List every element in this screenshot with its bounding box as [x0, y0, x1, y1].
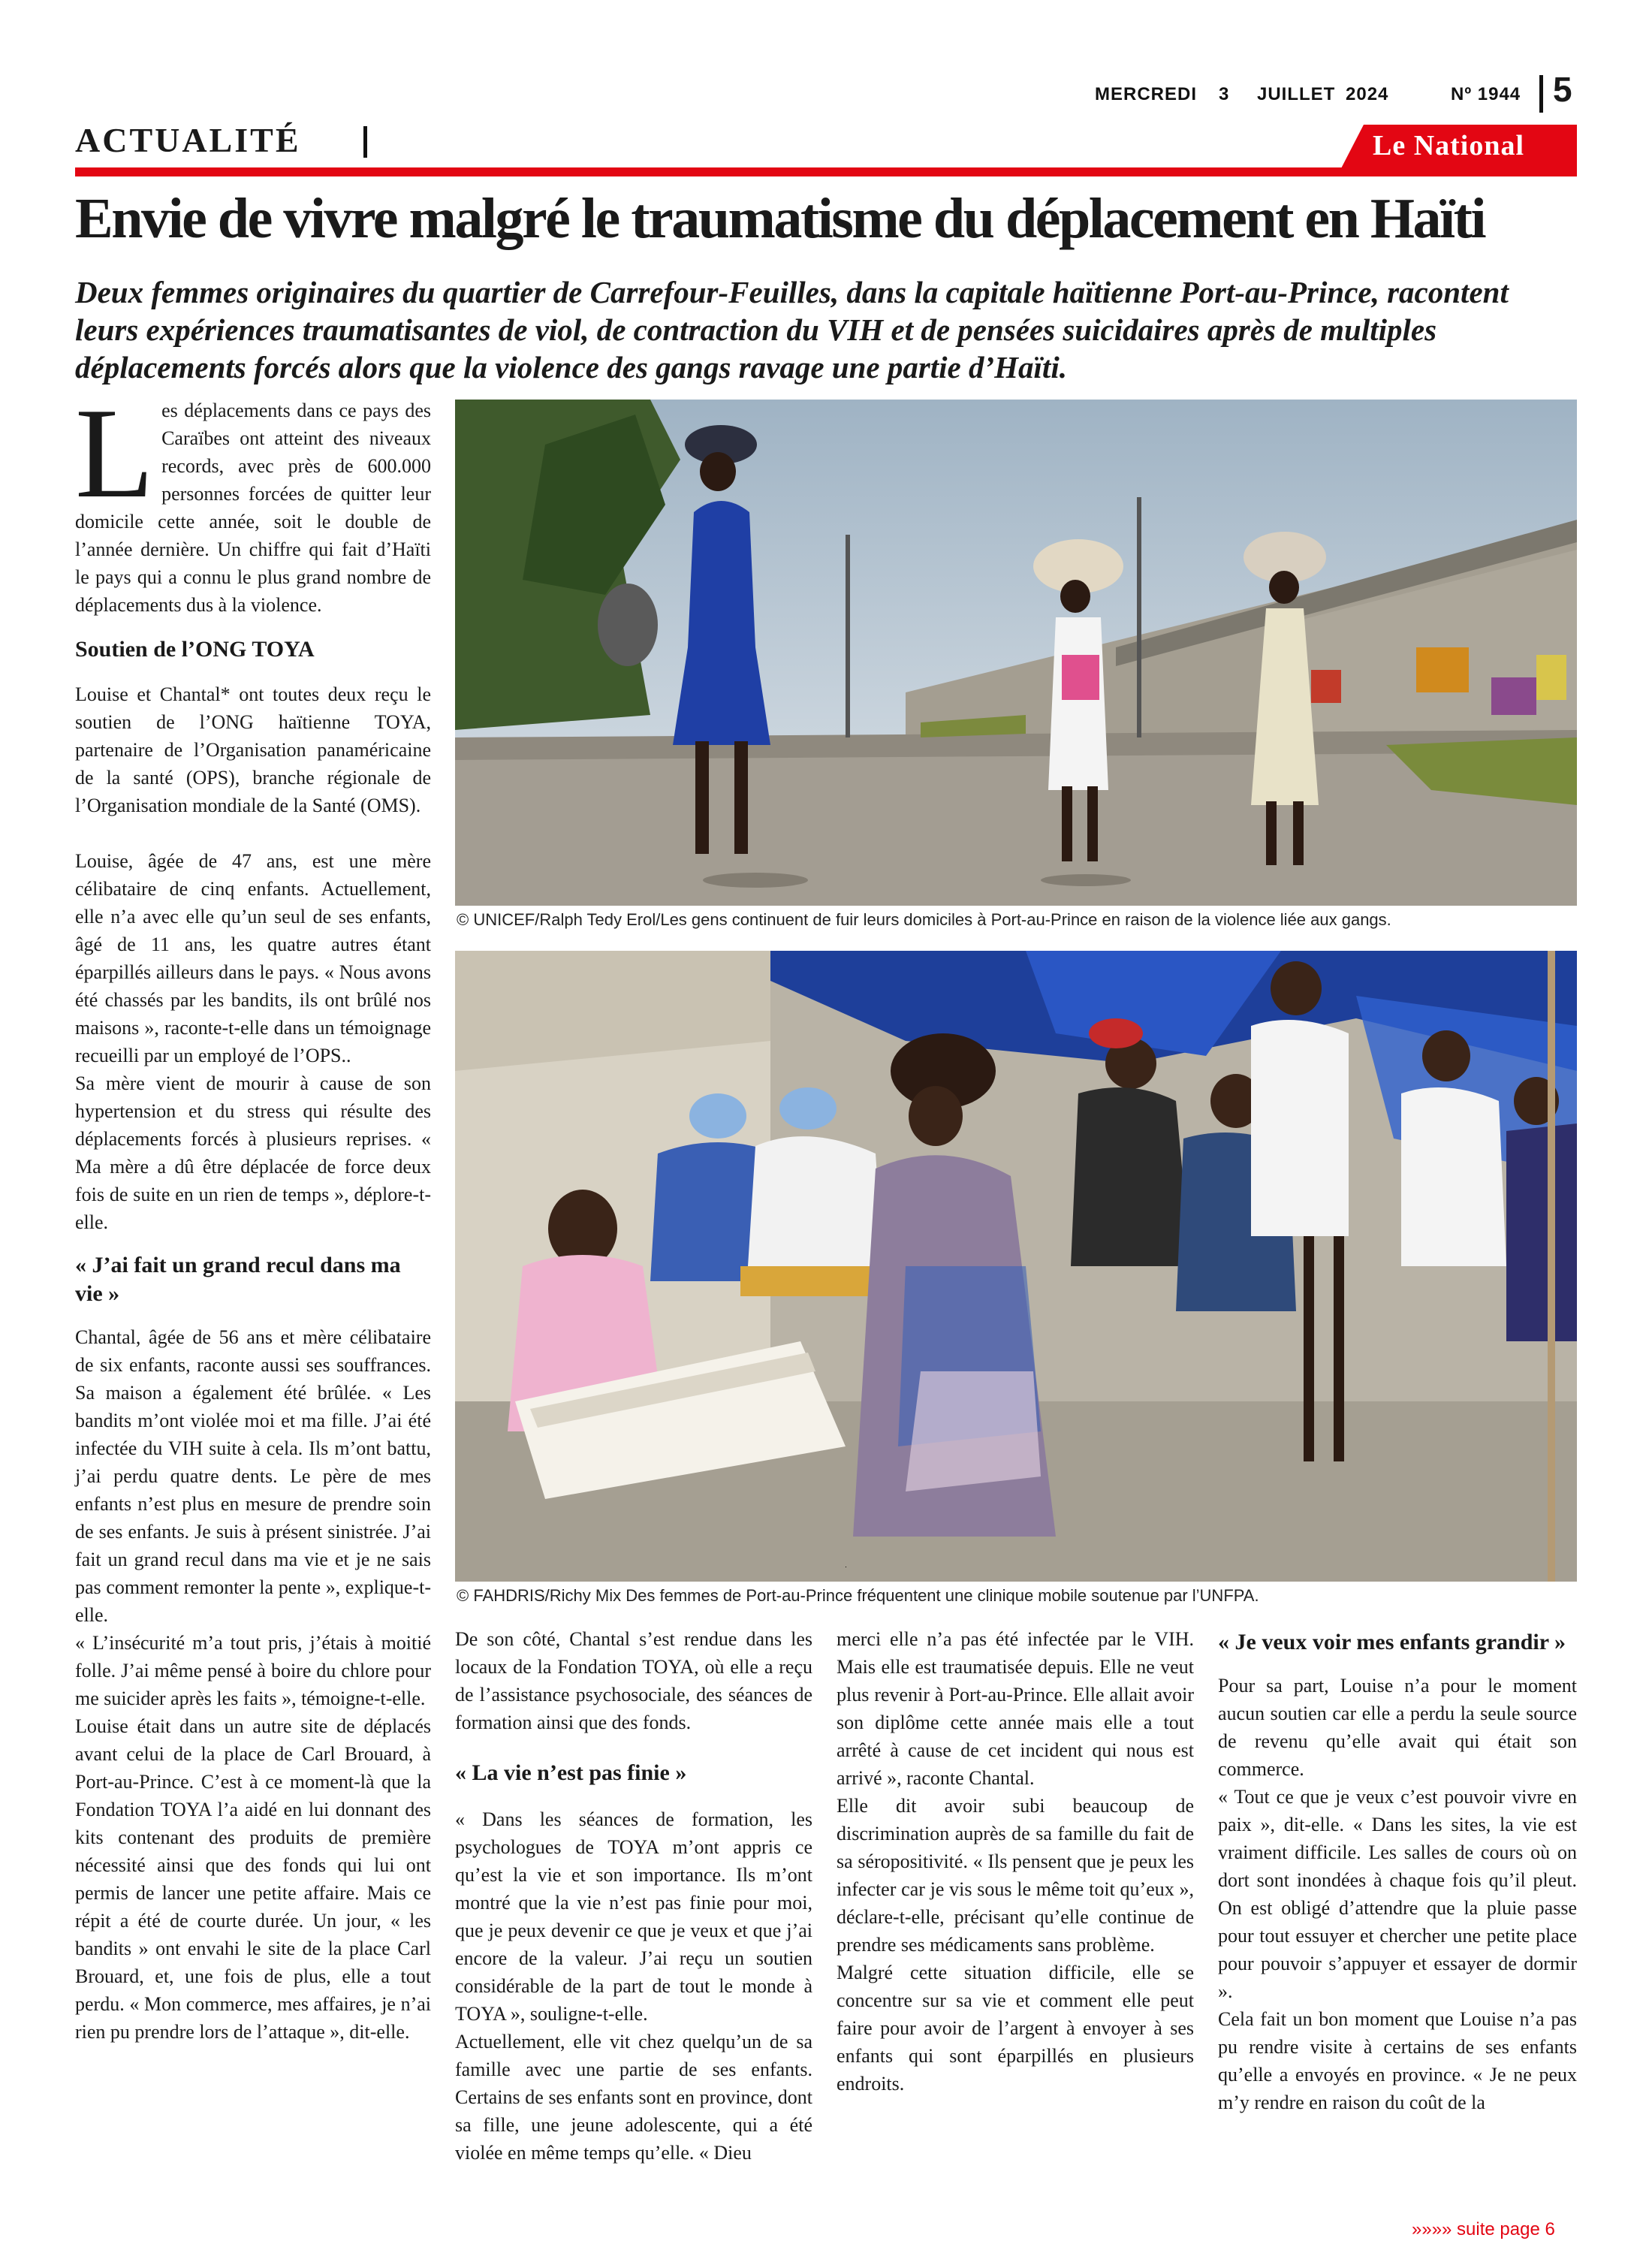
paragraph: Louise était dans un autre site de déplacés avant celui de la place de Carl Brouard, à Port-au-Prince. C’est à ce moment-là que la Fondation TOYA l’a aidé en lui donnant des kits contenant des produits de première nécessité ainsi que des fonds qui lui ont permis de lancer une petite affaire. Mais ce répit a été de courte durée. Un jour, « les bandits » ont envahi le site de la place Carl Brouard, et, une fois de plus, elle a tout perdu. « Mon commerce, mes affaires, je n’ai rien pu prendre lors de l’attaque », dit-elle.	[75, 1715, 431, 2043]
page-number: 5	[1553, 70, 1572, 109]
photo-caption-1: © UNICEF/Ralph Tedy Erol/Les gens continuent de fuir leurs domiciles à Port-au-Prince en raison de la violence liée aux gangs.	[457, 910, 1391, 929]
subheading-recul: « J’ai fait un grand recul dans ma vie »	[75, 1253, 401, 1306]
issue-number: Nº 1944	[1451, 84, 1521, 104]
header-rule	[75, 167, 1577, 176]
paragraph: Elle dit avoir subi beaucoup de discrimination auprès de sa famille du fait de sa séropositivité. « Ils pensent que je peux les infecter car je vis sous le même toit qu’eux », déclare-t-elle, précisant qu’elle continue de prendre ses médicaments sans problème.	[837, 1795, 1194, 1956]
paragraph: « Dans les séances de formation, les psychologues de TOYA m’ont appris ce qu’est la vie et son importance. Ils m’ont montré que la vie n’est pas finie pour moi, que je peux devenir ce que je veux et que j’ai encore de la valeur. J’ai reçu un soutien considérable de la part de tout le monde à TOYA », souligne-t-elle.	[455, 1808, 812, 2025]
page-number-divider	[1539, 75, 1543, 113]
paragraph: Sa mère vient de mourir à cause de son hypertension et du stress qui résulte des déplacements forcés à plusieurs reprises. « Ma mère a dû être déplacée de force deux fois de suite en un rien de temps », déplore-t-elle.	[75, 1072, 431, 1233]
paragraph: De son côté, Chantal s’est rendue dans les locaux de la Fondation TOYA, où elle a reçu de l’assistance psychosociale, des séances de formation ainsi que des fonds.	[455, 1628, 812, 1733]
date-day: MERCREDI	[1095, 84, 1198, 104]
paragraph: Chantal, âgée de 56 ans et mère célibataire de six enfants, raconte aussi ses souffrances. Sa maison a également été brûlée. « Les bandits m’ont violée moi et ma fille. J’ai été infectée du VIH suite à cela. Ils m’ont battu, j’ai perdu quatre dents. Le père de mes enfants n’est plus en mesure de prendre soin de ses enfants. Je suis à présent sinistrée. J’ai fait un grand recul dans ma vie et je ne sais pas comment remonter la pente », explique-t-elle.	[75, 1326, 431, 1626]
subheading-toya: Soutien de l’ONG TOYA	[75, 637, 315, 662]
photo-displaced-people	[455, 400, 1577, 906]
paragraph: merci elle n’a pas été infectée par le VIH. Mais elle est traumatisée depuis. Elle ne veut plus revenir à Port-au-Prince. Elle allait avoir son diplôme cette année mais elle a tout arrêté à cause de cet incident qui nous est arrivé », raconte Chantal.	[837, 1628, 1194, 1789]
date-num: 3	[1219, 84, 1230, 104]
photo-mobile-clinic	[455, 951, 1577, 1582]
subheading-enfants: « Je veux voir mes enfants grandir »	[1218, 1630, 1566, 1654]
brand-name: Le National	[1373, 130, 1525, 161]
paragraph: Actuellement, elle vit chez quelqu’un de sa famille avec une partie de ses enfants. Certains de ses enfants sont en province, dont sa fille, une jeune adolescente, qui a été violée en même temps qu’elle. « Dieu	[455, 2031, 812, 2164]
intro-paragraph: es déplacements dans ce pays des Caraïbes ont atteint des niveaux records, avec près de 600.000 personnes forcées de quitter leur domicile cette année, soit le double de l’année dernière. Un chiffre qui fait d’Haïti le pays qui a connu le plus grand nombre de déplacements dus à la violence.	[75, 400, 431, 616]
paragraph: Cela fait un bon moment que Louise n’a pas pu rendre visite à certains de ses enfants qu’elle a envoyés en province. « Je ne peux m’y rendre en raison du coût de la	[1218, 2008, 1577, 2113]
paragraph: « Tout ce que je veux c’est pouvoir vivre en paix », dit-elle. « Dans les sites, la vie est vraiment difficile. Les salles de cours où on dort sont inondées à chaque fois qu’il pleut. On est obligé d’attendre que la pluie passe pour tout essuyer et chercher une petite place pour pouvoir s’appuyer et essayer de dormir ».	[1218, 1786, 1577, 2002]
paragraph: Louise, âgée de 47 ans, est une mère célibataire de cinq enfants. Actuellement, elle n’a avec elle qu’un seul de ses enfants, âgé de 11 ans, les quatre autres étant éparpillés ailleurs dans le pays. « Nous avons été chassés par les bandits, ils ont brûlé nos maisons », raconte-t-elle dans un témoignage recueilli par un employé de l’OPS..	[75, 850, 431, 1066]
paragraph: Louise et Chantal* ont toutes deux reçu le soutien de l’ONG haïtienne TOYA, partenaire de l’Organisation panaméricaine de la santé (OPS), branche régionale de l’Organisation mondiale de la Santé (OMS).	[75, 683, 431, 816]
photo-caption-2: © FAHDRIS/Richy Mix Des femmes de Port-au-Prince fréquentent une clinique mobile soutenue par l’UNFPA.	[457, 1586, 1259, 1605]
date-year: 2024	[1346, 84, 1389, 104]
drop-cap: L	[75, 382, 155, 525]
paragraph: Pour sa part, Louise n’a pour le moment aucun soutien car elle a perdu la seule source de revenu qu’elle avait qui était son commerce.	[1218, 1675, 1577, 1780]
continuation-link[interactable]: »»»» suite page 6	[1412, 2219, 1555, 2239]
column-3	[837, 1625, 1194, 2098]
column-2	[455, 1625, 812, 2167]
street-scene-image	[455, 400, 1577, 906]
standfirst: Deux femmes originaires du quartier de Carrefour-Feuilles, dans la capitale haïtienne Port-au-Prince, racontent leurs expériences traumatisantes de viol, de contraction du VIH et de pensées suicidaires après de multiples déplacements forcés alors que la violence des gangs ravage une partie d’Haïti.	[75, 275, 1509, 385]
clinic-scene-image	[455, 951, 1577, 1582]
column-1	[75, 382, 431, 2046]
headline: Envie de vivre malgré le traumatisme du déplacement en Haïti	[75, 187, 1485, 250]
section-divider	[363, 126, 367, 158]
column-4	[1218, 1628, 1577, 2116]
date-month: JUILLET	[1257, 84, 1336, 104]
subheading-vie: « La vie n’est pas finie »	[455, 1760, 687, 1785]
paragraph: « L’insécurité m’a tout pris, j’étais à moitié folle. J’ai même pensé à boire du chlore pour me suicider après les faits », témoigne-t-elle.	[75, 1632, 431, 1709]
paragraph: Malgré cette situation difficile, elle se concentre sur sa vie et comment elle peut faire pour avoir de l’argent à envoyer à ses enfants qui sont éparpillés en plusieurs endroits.	[837, 1962, 1194, 2095]
section-title: ACTUALITÉ	[75, 121, 301, 159]
